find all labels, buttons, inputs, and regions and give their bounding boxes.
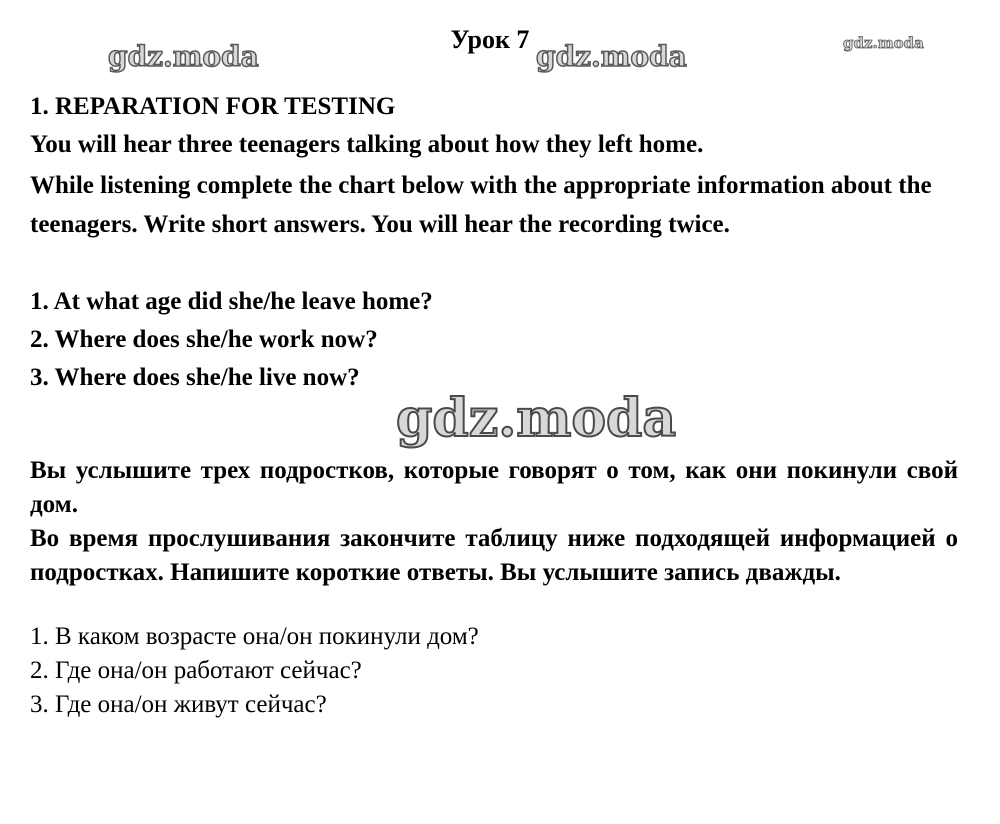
watermark-logo: gdz.moda <box>396 388 677 449</box>
russian-intro: Вы услышите трех подростков, которые говорят о том, как они покинули свой дом. <box>30 457 958 518</box>
russian-question: 2. Где она/он работают сейчас? <box>30 657 362 684</box>
russian-question: 3. Где она/он живут сейчас? <box>30 691 327 718</box>
watermark-logo: gdz.moda <box>108 40 259 73</box>
english-intro: You will hear three teenagers talking about how they left home. <box>30 131 704 158</box>
russian-instructions: Во время прослушивания закончите таблицу ниже подходящей информацией о подростках. Напишите короткие ответы. Вы услышите запись дважды. <box>30 525 958 586</box>
english-instructions: While listening complete the chart below with the appropriate information about the teenagers. Write short answers. You will hear the recording twice. <box>30 172 932 238</box>
english-question: 3. Where does she/he live now? <box>30 364 360 391</box>
english-question: 1. At what age did she/he leave home? <box>30 288 433 315</box>
russian-question: 1. В каком возрасте она/он покинули дом? <box>30 623 479 650</box>
english-heading: 1. REPARATION FOR TESTING <box>30 93 396 120</box>
lesson-title: Урок 7 <box>450 25 530 54</box>
watermark-logo: gdz.moda <box>536 40 687 73</box>
watermark-logo: gdz.moda <box>843 34 924 52</box>
english-question: 2. Where does she/he work now? <box>30 326 378 353</box>
